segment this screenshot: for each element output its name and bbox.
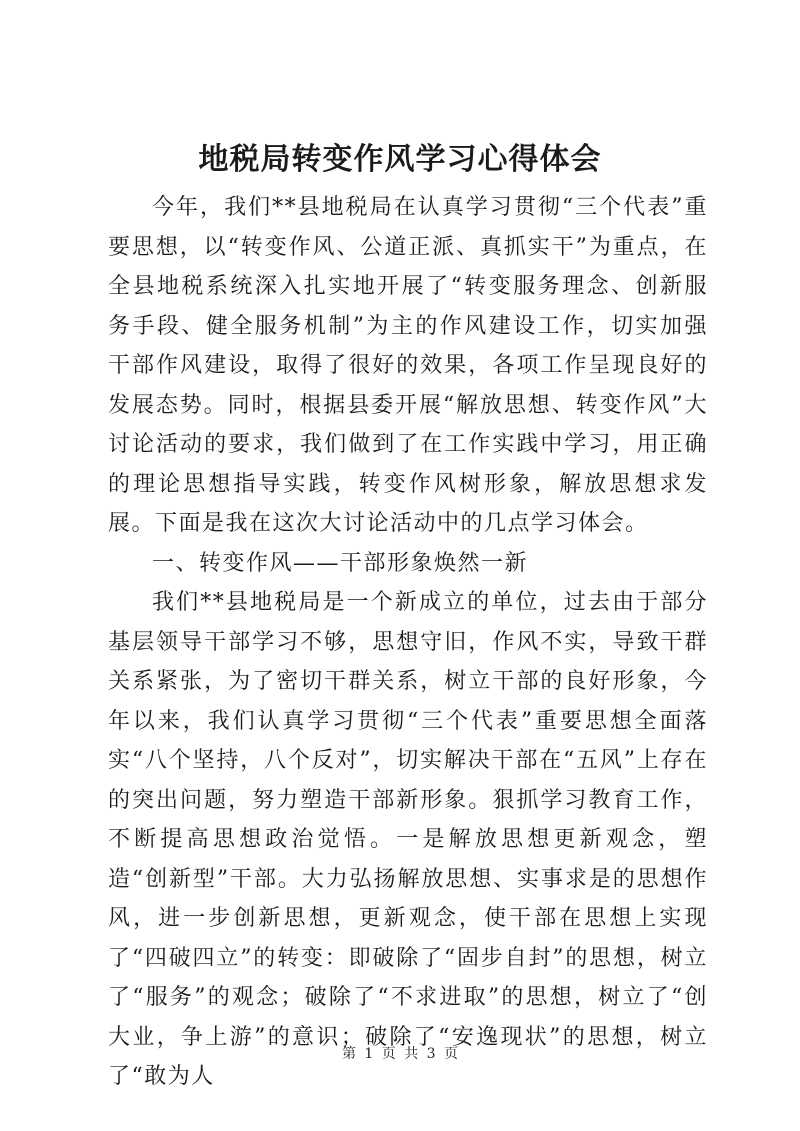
document-body	[108, 188, 708, 1097]
paragraph-section-1: 我们**县地税局是一个新成立的单位，过去由于部分基层领导干部学习不够，思想守旧，作风不实，导致干群关系紧张，为了密切干群关系，树立干部的良好形象，今年以来，我们认真学习贯彻“三个代表”重要思想全面落实“八个坚持，八个反对”，切实解决干部在“五风”上存在的突出问题，努力塑造干部新形象。狠抓学习教育工作，不断提高思想政治觉悟。一是解放思想更新观念，塑造“创新型”干部。大力弘扬解放思想、实事求是的思想作风，进一步创新思想，更新观念，使干部在思想上实现了“四破四立”的转变：即破除了“固步自封”的思想，树立了“服务”的观念；破除了“不求进取”的思想，树立了“创大业，争上游”的意识；破除了“安逸现状”的思想，树立了“敢为人	[108, 590, 708, 1089]
paragraph-intro: 今年，我们**县地税局在认真学习贯彻“三个代表”重要思想，以“转变作风、公道正派、真抓实干”为重点，在全县地税系统深入扎实地开展了“转变服务理念、创新服务手段、健全服务机制”为主的作风建设工作，切实加强干部作风建设，取得了很好的效果，各项工作呈现良好的发展态势。同时，根据县委开展“解放思想、转变作风”大讨论活动的要求，我们做到了在工作实践中学习，用正确的理论思想指导实践，转变作风树形象，解放思想求发展。下面是我在这次大讨论活动中的几点学习体会。	[108, 195, 708, 536]
document-title: 地税局转变作风学习心得体会	[198, 142, 602, 177]
section-heading-1: 一、转变作风——干部形象焕然一新	[152, 550, 529, 576]
page-number-footer: 第 1 页 共 3 页	[341, 1046, 459, 1062]
